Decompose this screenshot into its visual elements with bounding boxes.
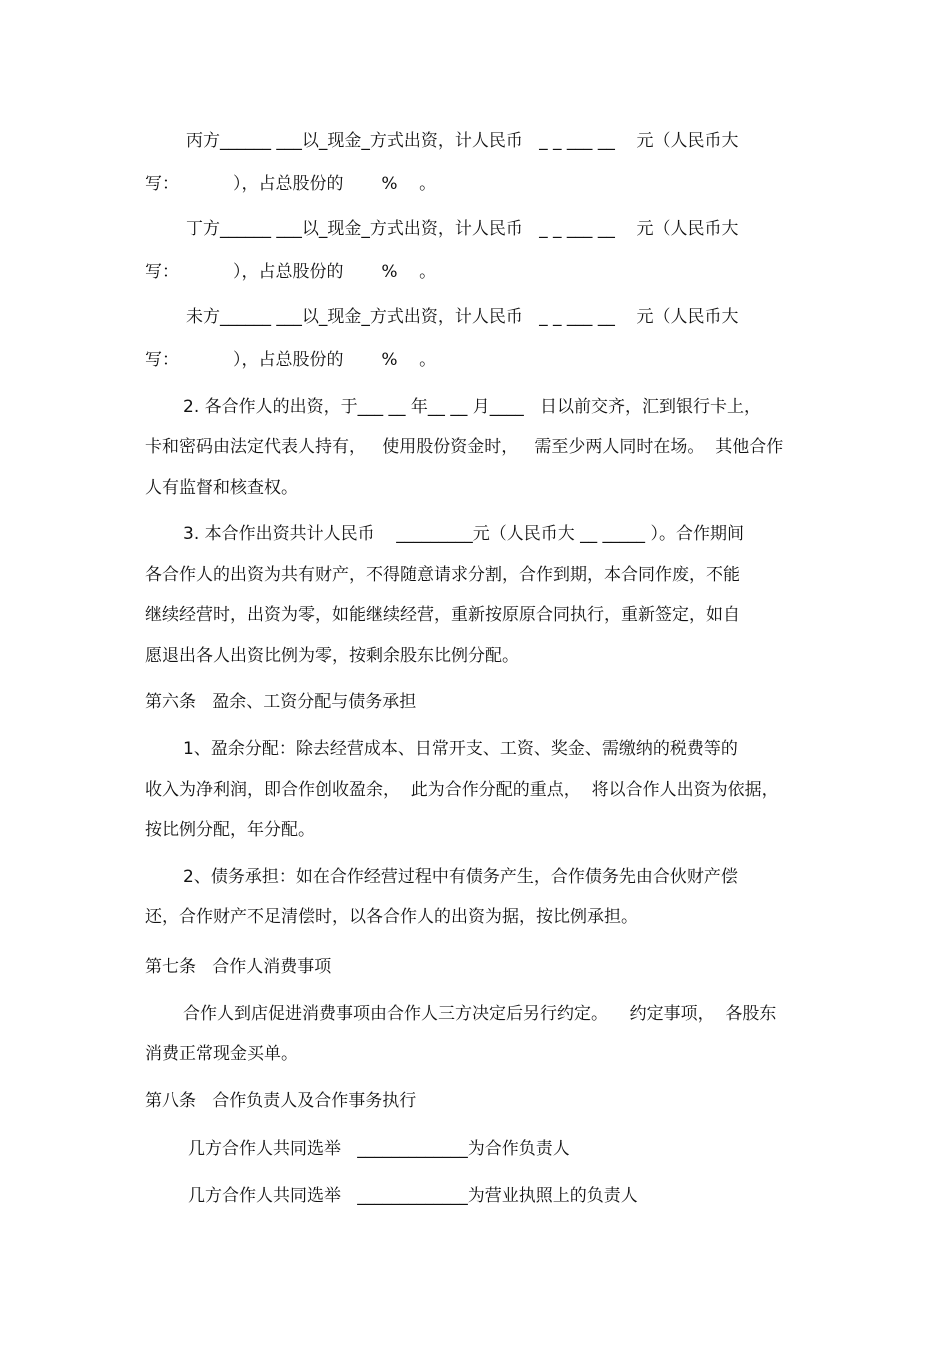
article-8-heading: 第八条 合作负责人及合作事务执行: [145, 1091, 417, 1111]
clause-3-line-2: 各合作人的出资为共有财产，不得随意请求分割，合作到期，本合同作废，不能: [145, 565, 740, 585]
article-8-line-1: 几方合作人共同选举 _____________为合作负责人: [188, 1139, 570, 1159]
article-7-line-2: 消费正常现金买单。: [145, 1044, 298, 1064]
article-8-line-2: 几方合作人共同选举 _____________为营业执照上的负责人: [188, 1186, 638, 1206]
article-6-item-2-line-2: 还，合作财产不足清偿时，以各合作人的出资为据，按比例承担。: [145, 907, 638, 927]
text-line-wei-cont: 写： ），占总股份的 % 。: [145, 350, 437, 370]
clause-2-line-3: 人有监督和核查权。: [145, 478, 298, 498]
article-6-item-1-line-1: 1、盈余分配：除去经营成本、日常开支、工资、奖金、需缴纳的税费等的: [183, 739, 738, 759]
article-6-item-1-line-3: 按比例分配，年分配。: [145, 820, 315, 840]
text-line-bing: 丙方______ ___以_现金_方式出资，计人民币 _ _ ___ __ 元（人民币大: [186, 131, 739, 151]
article-7-line-1: 合作人到店促进消费事项由合作人三方决定后另行约定。 约定事项， 各股东: [183, 1004, 777, 1024]
text-line-wei: 未方______ ___以_现金_方式出资，计人民币 _ _ ___ __ 元（人民币大: [186, 307, 739, 327]
article-6-item-1-line-2: 收入为净利润，即合作创收盈余， 此为合作分配的重点， 将以合作人出资为依据，: [145, 780, 779, 800]
text-line-bing-cont: 写： ），占总股份的 % 。: [145, 174, 437, 194]
clause-3-line-1: 3. 本合作出资共计人民币 _________元（人民币大 __ _____ ）。合作期间: [183, 524, 744, 544]
article-6-heading: 第六条 盈余、工资分配与债务承担: [145, 692, 417, 712]
clause-3-line-4: 愿退出各人出资比例为零，按剩余股东比例分配。: [145, 646, 519, 666]
clause-2-line-2: 卡和密码由法定代表人持有， 使用股份资金时， 需至少两人同时在场。 其他合作: [145, 437, 784, 457]
article-7-heading: 第七条 合作人消费事项: [145, 957, 332, 977]
clause-3-line-3: 继续经营时，出资为零，如能继续经营，重新按原原合同执行，重新签定，如自: [145, 605, 740, 625]
text-line-ding-cont: 写： ），占总股份的 % 。: [145, 262, 437, 282]
clause-2-line-1: 2. 各合作人的出资，于___ __ 年__ __ 月____ 日以前交齐，汇到银行卡上，: [183, 397, 761, 417]
article-6-item-2-line-1: 2、债务承担：如在合作经营过程中有债务产生，合作债务先由合伙财产偿: [183, 867, 738, 887]
text-line-ding: 丁方______ ___以_现金_方式出资，计人民币 _ _ ___ __ 元（人民币大: [186, 219, 739, 239]
